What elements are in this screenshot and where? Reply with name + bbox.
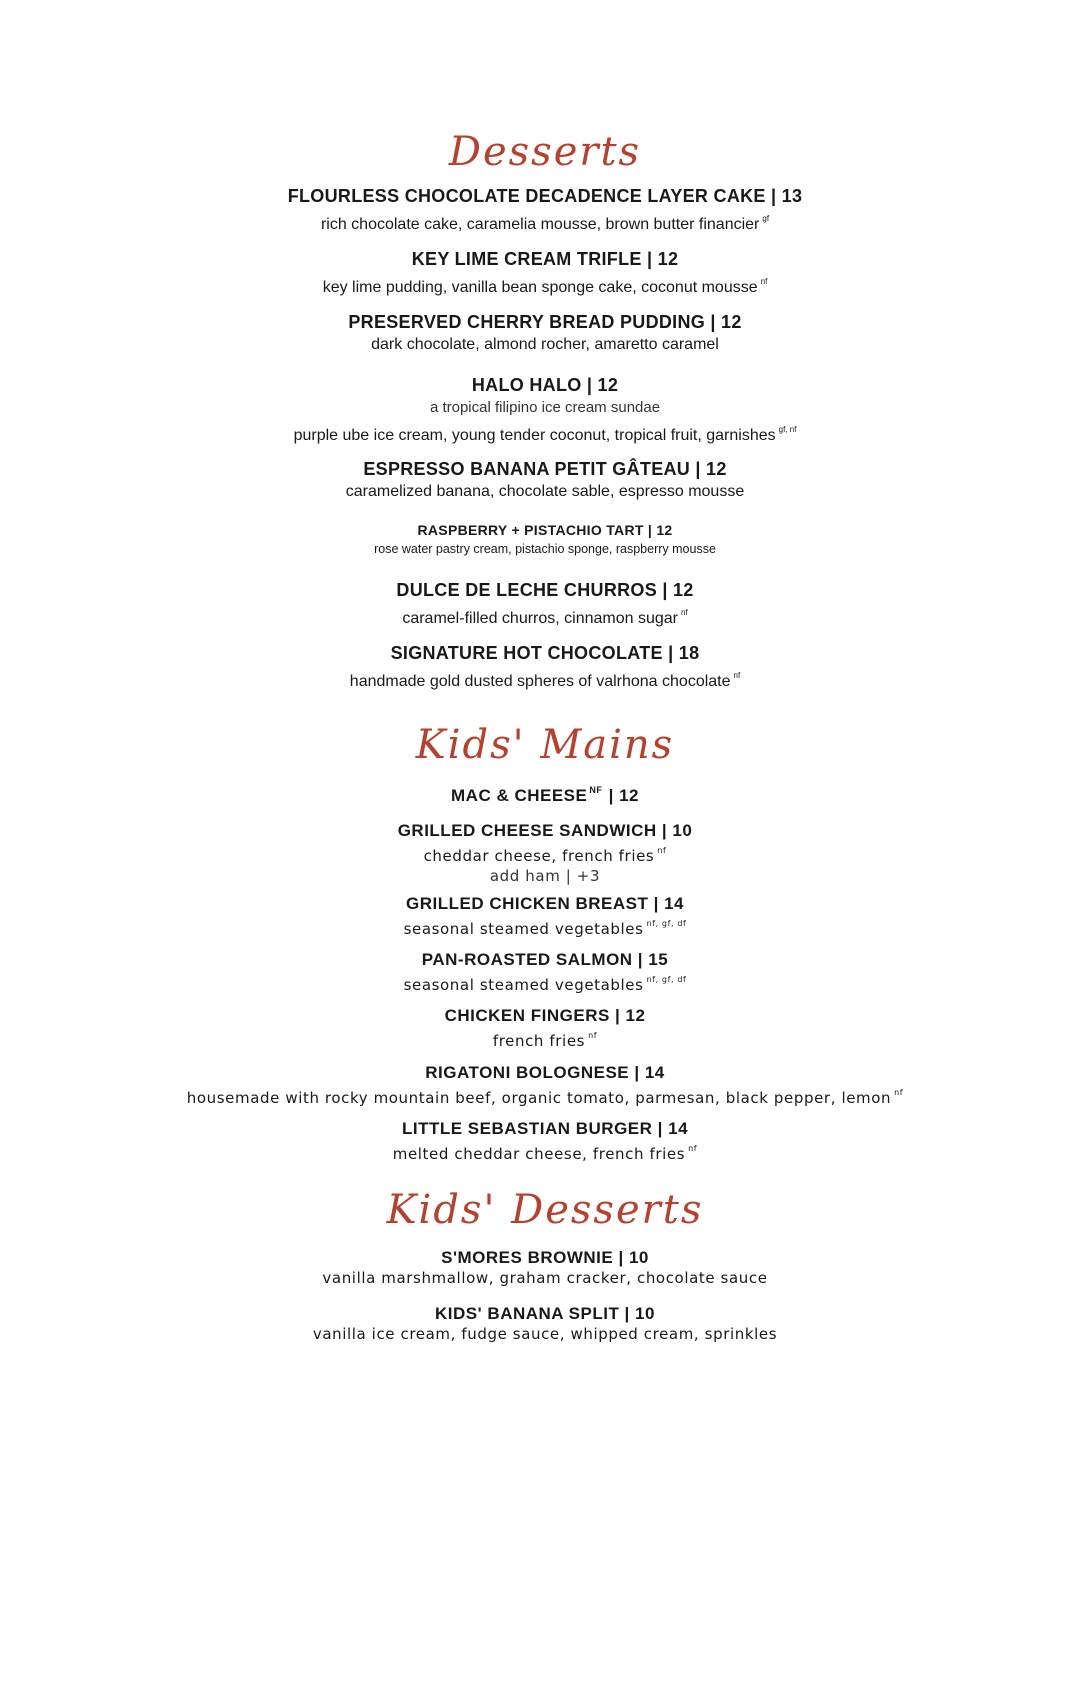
item-name: KIDS' BANANA SPLIT | 10 (435, 1304, 655, 1323)
item-name: HALO HALO | 12 (471, 375, 619, 395)
item-description: dark chocolate, almond rocher, amaretto caramel (371, 336, 719, 353)
item-name: LITTLE SEBASTIAN BURGER | 14 (401, 1119, 689, 1138)
dietary-tag: nf (733, 671, 741, 680)
dietary-tag: NF (589, 785, 603, 795)
dietary-tag: nf, gf, df (646, 975, 687, 984)
item-name: GRILLED CHICKEN BREAST | 14 (405, 894, 684, 913)
item-name: RIGATONI BOLOGNESE | 14 (425, 1063, 665, 1082)
menu-item-churros (0, 578, 1090, 630)
menu-item-espresso-banana (0, 457, 1090, 503)
item-description: key lime pudding, vanilla bean sponge cake, coconut mousse $^{nf}$ (322, 277, 768, 296)
dietary-tag: nf (657, 846, 667, 855)
item-description: seasonal steamed vegetables $^{nf, gf, df}$ (403, 975, 687, 994)
item-addon: add ham | +3 (489, 867, 601, 885)
item-description: rich chocolate cake, caramelia mousse, brown butter financier $^{gf}$ (320, 214, 770, 233)
item-description: caramel-filled churros, cinnamon sugar $^{nf}$ (402, 608, 688, 627)
menu-item-burger (0, 1118, 1090, 1164)
menu-item-salmon (0, 949, 1090, 995)
dietary-tag: nf (894, 1088, 904, 1097)
item-name: MAC & CHEESE $^{NF}$ | 12 (451, 785, 639, 805)
menu-item-chicken-fingers (0, 1005, 1090, 1051)
dietary-tag: nf (760, 277, 768, 286)
item-subtitle: a tropical filipino ice cream sundae (429, 399, 661, 416)
item-name: FLOURLESS CHOCOLATE DECADENCE LAYER CAKE | 13 (287, 186, 803, 206)
kids-mains-heading: Kids' Mains (415, 722, 675, 768)
dietary-tag: gf, nf (778, 425, 797, 434)
item-name: RASPBERRY + PISTACHIO TART | 12 (417, 522, 673, 538)
item-description: melted cheddar cheese, french fries $^{nf}$ (392, 1144, 698, 1163)
menu-item-flourless-cake (0, 184, 1090, 236)
menu-item-grilled-cheese (0, 820, 1090, 886)
menu-item-smores-brownie (0, 1247, 1090, 1288)
dietary-tag: nf (688, 1144, 698, 1153)
menu-item-raspberry-tart (0, 520, 1090, 558)
item-name: GRILLED CHEESE SANDWICH | 10 (397, 821, 693, 840)
menu-item-grilled-chicken (0, 893, 1090, 939)
item-name: SIGNATURE HOT CHOCOLATE | 18 (390, 643, 700, 663)
desserts-heading: Desserts (448, 129, 642, 175)
item-description: rose water pastry cream, pistachio sponge, raspberry mousse (374, 542, 716, 556)
dietary-tag: nf (588, 1031, 598, 1040)
item-name: PAN-ROASTED SALMON | 15 (421, 950, 669, 969)
item-description: french fries $^{nf}$ (492, 1031, 598, 1050)
menu-item-rigatoni (0, 1062, 1090, 1108)
menu-item-key-lime-trifle (0, 247, 1090, 299)
menu-item-cherry-bread-pudding (0, 310, 1090, 356)
item-description: caramelized banana, chocolate sable, espresso mousse (345, 483, 745, 500)
item-name: ESPRESSO BANANA PETIT GÂTEAU | 12 (363, 459, 727, 479)
menu-item-halo-halo (0, 373, 1090, 447)
item-name: DULCE DE LECHE CHURROS | 12 (396, 580, 694, 600)
menu-item-hot-chocolate (0, 641, 1090, 693)
item-description: vanilla ice cream, fudge sauce, whipped cream, sprinkles (312, 1325, 778, 1343)
item-description: vanilla marshmallow, graham cracker, chocolate sauce (322, 1269, 768, 1287)
dietary-tag: gf (762, 214, 770, 223)
item-description: cheddar cheese, french fries $^{nf}$ (423, 846, 667, 865)
item-description: seasonal steamed vegetables $^{nf, gf, df}$ (403, 919, 687, 938)
item-name: PRESERVED CHERRY BREAD PUDDING | 12 (348, 312, 742, 332)
kids-desserts-heading: Kids' Desserts (386, 1187, 704, 1233)
item-name: S'MORES BROWNIE | 10 (441, 1248, 649, 1267)
dietary-tag: nf (681, 608, 688, 617)
item-description: housemade with rocky mountain beef, organic tomato, parmesan, black pepper, lemon $^{nf}$ (186, 1088, 904, 1107)
item-name: KEY LIME CREAM TRIFLE | 12 (411, 249, 679, 269)
item-name: CHICKEN FINGERS | 12 (444, 1006, 646, 1025)
item-description: handmade gold dusted spheres of valrhona chocolate $^{nf}$ (349, 671, 741, 690)
item-description: purple ube ice cream, young tender coconut, tropical fruit, garnishes $^{gf, nf}$ (293, 425, 797, 444)
dietary-tag: nf, gf, df (646, 919, 687, 928)
menu-item-banana-split (0, 1303, 1090, 1344)
menu-item-mac-cheese (0, 780, 1090, 806)
